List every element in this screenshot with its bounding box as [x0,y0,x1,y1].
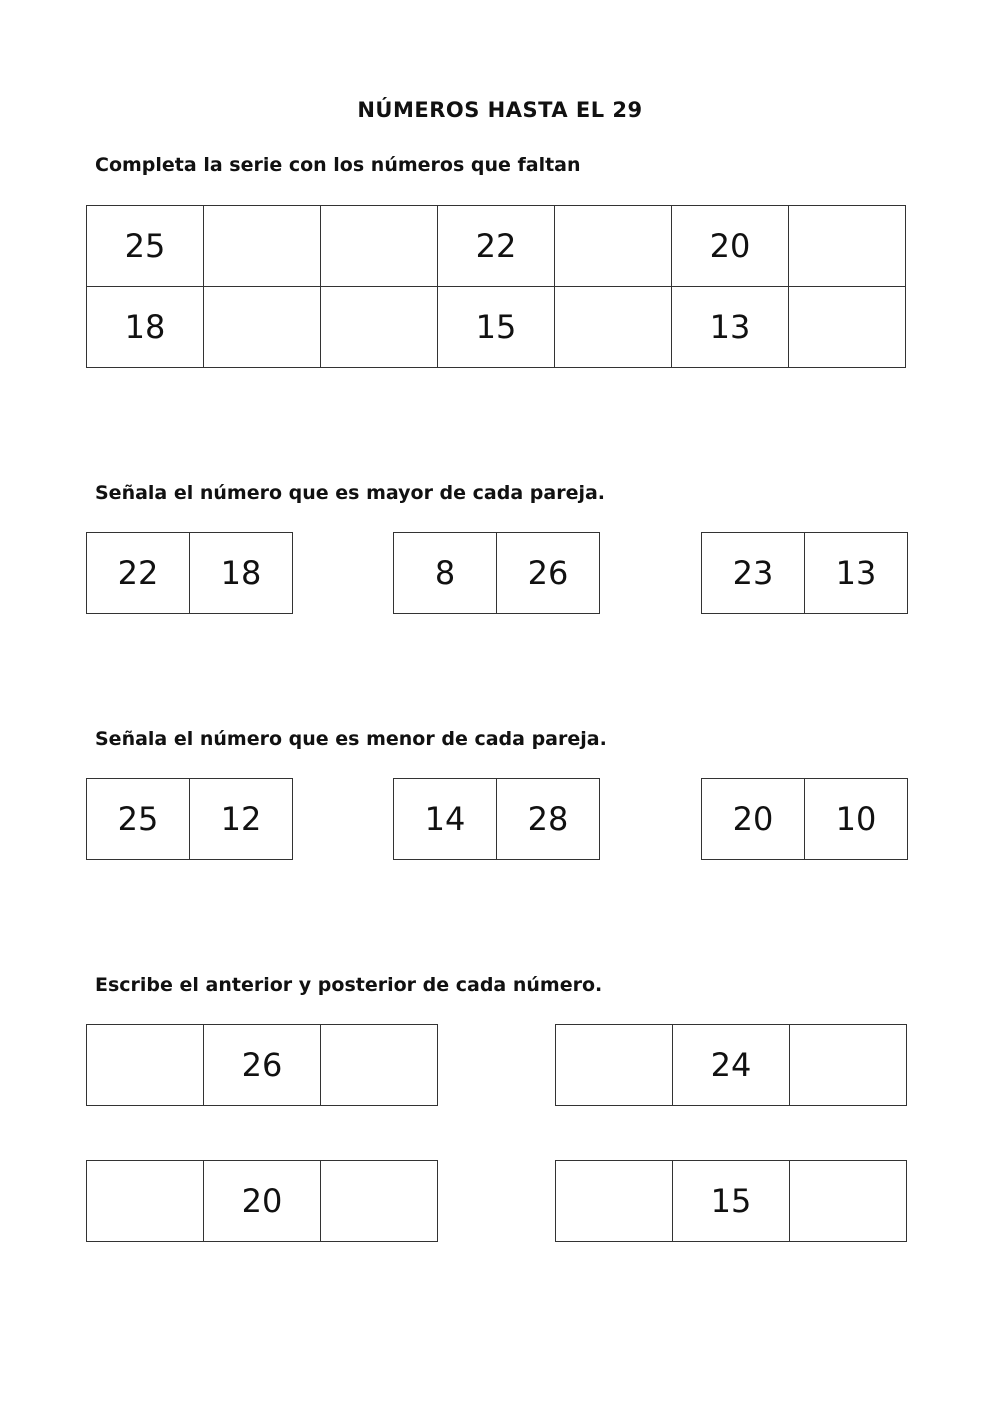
page-title: NÚMEROS HASTA EL 29 [357,98,643,122]
series-row [87,287,906,368]
series-instruction: Completa la serie con los números que faltan [95,154,581,176]
next-number-blank[interactable] [790,1161,907,1242]
next-number-blank[interactable] [321,1161,438,1242]
previous-number-blank[interactable] [87,1161,204,1242]
pair-number-cell[interactable]: 10 [805,779,908,860]
series-blank-cell[interactable] [555,206,672,287]
smaller-instruction: Señala el número que es menor de cada pareja. [95,728,607,750]
series-cell: 15 [438,287,555,368]
neighbors-box [86,1024,438,1106]
neighbors-box [555,1024,907,1106]
previous-number-blank[interactable] [556,1025,673,1106]
pair-number-cell[interactable]: 22 [87,533,190,614]
series-cell: 22 [438,206,555,287]
neighbors-box [555,1160,907,1242]
next-number-blank[interactable] [790,1025,907,1106]
series-blank-cell[interactable] [204,206,321,287]
greater-pair-box [701,532,908,614]
greater-pair-box [393,532,600,614]
pair-number-cell[interactable]: 13 [805,533,908,614]
series-table [86,205,906,368]
neighbors-instruction: Escribe el anterior y posterior de cada número. [95,974,603,996]
series-blank-cell[interactable] [555,287,672,368]
series-cell: 18 [87,287,204,368]
series-cell: 13 [672,287,789,368]
previous-number-blank[interactable] [87,1025,204,1106]
given-number-cell: 15 [673,1161,790,1242]
smaller-pair-box [701,778,908,860]
pair-number-cell[interactable]: 25 [87,779,190,860]
pair-number-cell[interactable]: 20 [702,779,805,860]
next-number-blank[interactable] [321,1025,438,1106]
neighbors-box [86,1160,438,1242]
series-blank-cell[interactable] [204,287,321,368]
series-blank-cell[interactable] [789,287,906,368]
greater-instruction: Señala el número que es mayor de cada pareja. [95,482,606,504]
smaller-pair-box [393,778,600,860]
given-number-cell: 20 [204,1161,321,1242]
previous-number-blank[interactable] [556,1161,673,1242]
smaller-pair-box [86,778,293,860]
series-blank-cell[interactable] [789,206,906,287]
pair-number-cell[interactable]: 26 [497,533,600,614]
greater-pair-box [86,532,293,614]
series-cell: 20 [672,206,789,287]
pair-number-cell[interactable]: 14 [394,779,497,860]
series-blank-cell[interactable] [321,206,438,287]
series-row [87,206,906,287]
given-number-cell: 24 [673,1025,790,1106]
series-cell: 25 [87,206,204,287]
pair-number-cell[interactable]: 18 [190,533,293,614]
pair-number-cell[interactable]: 8 [394,533,497,614]
pair-number-cell[interactable]: 28 [497,779,600,860]
pair-number-cell[interactable]: 23 [702,533,805,614]
pair-number-cell[interactable]: 12 [190,779,293,860]
series-blank-cell[interactable] [321,287,438,368]
given-number-cell: 26 [204,1025,321,1106]
